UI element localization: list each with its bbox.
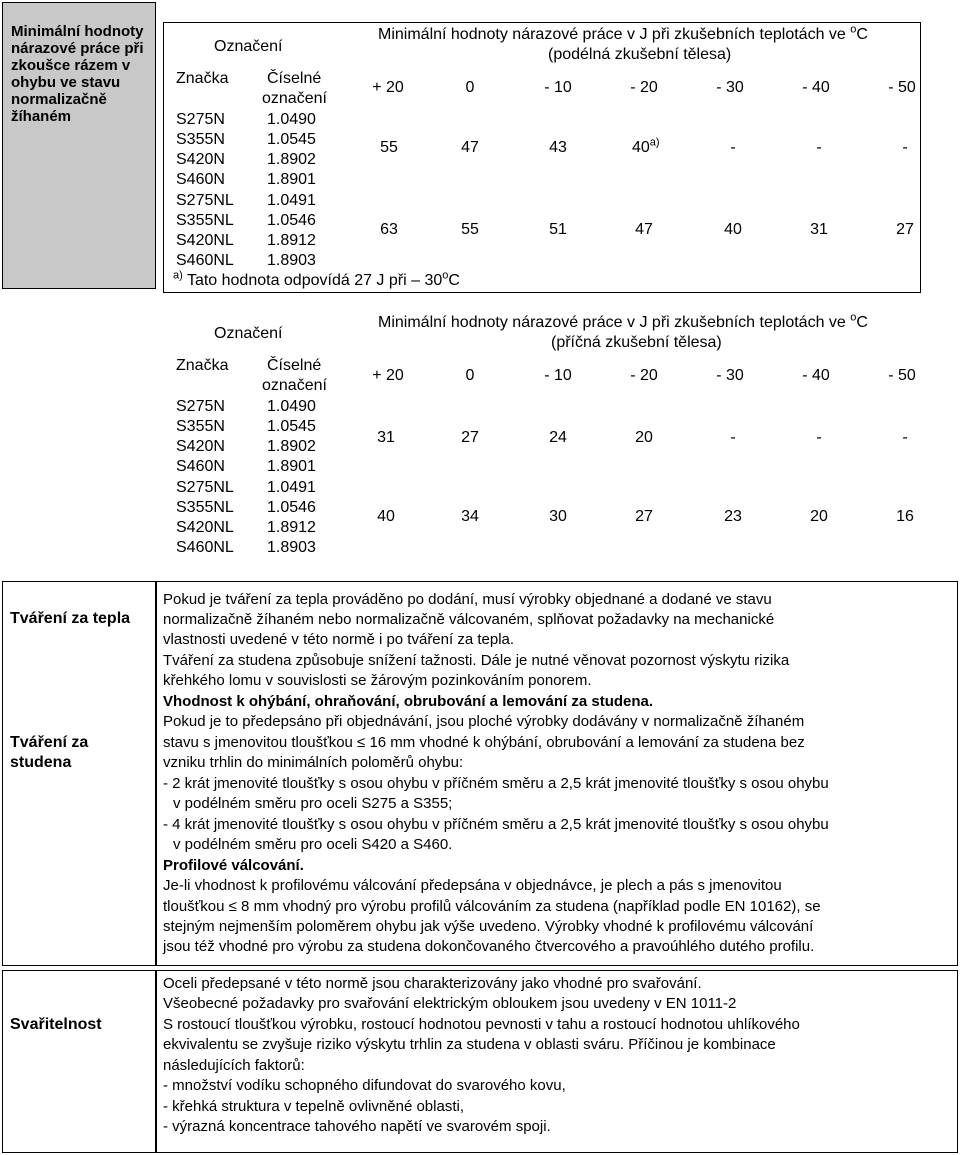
cold-heading-bending: Vhodnost k ohýbání, ohraňování, obrubování a lemování za studena.	[163, 693, 654, 710]
grade-n-b4: S460N	[176, 458, 225, 475]
hot-line-3: vlastnosti uvedené v této normě i po tváření za tepla.	[163, 631, 515, 648]
num-nl-b4: 1.8903	[267, 539, 316, 556]
weld-line-2: Všeobecné požadavky pro svařování elektrickým obloukem jsou uvedeny v EN 1011-2	[163, 995, 737, 1012]
footnote-mark: a)	[173, 269, 183, 282]
grade-nl-2: S355NL	[176, 212, 234, 229]
cold-line-1: Tváření za studena způsobuje snížení tažnosti. Dále je nutné věnovat pozornost výskytu rizika	[163, 652, 790, 669]
temp-bottom-5: - 30	[716, 367, 744, 384]
bottom-nl-val-2: 34	[461, 508, 479, 525]
cold-line2-7: v podélném směru pro oceli S420 a S460.	[173, 836, 453, 853]
grade-n-b1: S275N	[176, 398, 225, 415]
hot-forming-label: Tváření za tepla	[10, 610, 131, 627]
grade-header: Značka	[176, 70, 229, 87]
footnote-temp: 30	[424, 272, 443, 289]
bottom-title-text: Minimální hodnoty nárazové práce v J při zkušebních teplotách ve	[378, 314, 846, 331]
top-nl-val-7: 27	[896, 221, 914, 238]
weld-label-cell	[2, 970, 156, 1153]
impact-side-cell	[2, 2, 156, 289]
num-n-3: 1.8902	[267, 151, 316, 168]
degree-mark: o	[850, 23, 857, 36]
grade-n-4: S460N	[176, 171, 225, 188]
cold-line3-2: tloušťkou ≤ 8 mm vhodný pro výrobu profilů válcováním za studena (například podle EN 10162), se	[163, 898, 821, 915]
top-n-val-2: 47	[461, 139, 479, 156]
top-nl-val-3: 51	[549, 221, 567, 238]
grade-nl-b2: S355NL	[176, 499, 234, 516]
cold-line3-1: Je-li vhodnost k profilovému válcování předepsána v objednávce, je plech a pás s jmenovitou	[163, 877, 782, 894]
temp-bottom-2: 0	[465, 367, 475, 384]
temp-top-3: - 10	[544, 79, 572, 96]
top-n-val-5: -	[730, 139, 736, 156]
hot-line-2: normalizačně žíhaném nebo normalizačně válcovaném, splňovat požadavky na mechanické	[163, 611, 775, 628]
grade-n-b2: S355N	[176, 418, 225, 435]
number-header-2-line1: Číselné	[267, 357, 322, 374]
num-nl-b2: 1.0546	[267, 499, 316, 516]
bottom-n-val-3: 24	[549, 429, 567, 446]
top-table-subtitle: (podélná zkušební tělesa)	[548, 46, 732, 63]
bottom-n-val-5: -	[730, 429, 736, 446]
number-header-line2: označení	[262, 90, 327, 107]
num-nl-b3: 1.8912	[267, 519, 316, 536]
grade-nl-b3: S420NL	[176, 519, 234, 536]
temp-bottom-7: - 50	[888, 367, 916, 384]
footnote-deg: o	[442, 269, 449, 282]
top-nl-val-4: 47	[635, 221, 653, 238]
top-title-text: Minimální hodnoty nárazové práce v J při zkušebních teplotách ve	[378, 26, 846, 43]
grade-n-1: S275N	[176, 111, 225, 128]
weld-line-3: S rostoucí tloušťkou výrobku, rostoucí hodnotou pevnosti v tahu a rostoucí hodnotou uhlíkového	[163, 1016, 800, 1033]
grade-n-3: S420N	[176, 151, 225, 168]
top-n-val-7: -	[902, 139, 908, 156]
cold-heading-profile: Profilové válcování.	[163, 857, 304, 874]
top-n-val-4-num: 40	[632, 139, 650, 156]
temp-top-7: - 50	[888, 79, 916, 96]
cold-line2-5: v podélném směru pro oceli S275 a S355;	[173, 795, 453, 812]
temp-bottom-1: + 20	[372, 367, 404, 384]
temp-bottom-3: - 10	[544, 367, 572, 384]
bottom-n-val-1: 31	[377, 429, 395, 446]
grade-n-2: S355N	[176, 131, 225, 148]
footnote-dash: –	[411, 272, 421, 289]
grade-header-2: Značka	[176, 357, 229, 374]
num-n-2: 1.0545	[267, 131, 316, 148]
footnote	[173, 271, 460, 290]
num-n-1: 1.0490	[267, 111, 316, 128]
bottom-nl-val-7: 16	[896, 508, 914, 525]
bottom-n-val-6: -	[816, 429, 822, 446]
forming-label-cell	[2, 581, 156, 966]
grade-nl-b4: S460NL	[176, 539, 234, 556]
bottom-n-val-2: 27	[461, 429, 479, 446]
temp-top-4: - 20	[630, 79, 658, 96]
num-nl-b1: 1.0491	[267, 479, 316, 496]
num-n-b4: 1.8901	[267, 458, 316, 475]
temp-top-1: + 20	[372, 79, 404, 96]
weld-line-6: - množství vodíku schopného difundovat do svarového kovu,	[163, 1077, 566, 1094]
cold-line2-6: - 4 krát jmenovité tloušťky s osou ohybu v příčném směru a 2,5 krát jmenovité tloušťky s osou ohybu	[163, 816, 829, 833]
hot-line-1: Pokud je tváření za tepla prováděno po dodání, musí výrobky objednané a dodané ve stavu	[163, 591, 772, 608]
cold-line3-3: stejným nejmenším poloměrem ohybu jak výše uvedeno. Výrobky vhodné k profilovému válcování	[163, 918, 814, 935]
bottom-nl-val-5: 23	[724, 508, 742, 525]
cold-line2-1: Pokud je to předepsáno při objednávání, jsou ploché výrobky dodávány v normalizačně žíhaném	[163, 713, 805, 730]
weld-line-1: Oceli předepsané v této normě jsou charakterizovány jako vhodné pro svařování.	[163, 975, 702, 992]
top-n-val-3: 43	[549, 139, 567, 156]
weldability-label: Svařitelnost	[10, 1016, 102, 1033]
cold-line-2: křehkého lomu v souvislosti se žárovým pozinkováním ponorem.	[163, 672, 592, 689]
footnote-text: Tato hodnota odpovídá 27 J při	[186, 272, 407, 289]
bottom-nl-val-6: 20	[810, 508, 828, 525]
designation-header-2: Označení	[214, 325, 283, 342]
num-n-b3: 1.8902	[267, 438, 316, 455]
temp-bottom-4: - 20	[630, 367, 658, 384]
num-nl-1: 1.0491	[267, 192, 316, 209]
weld-line-5: následujících faktorů:	[163, 1057, 305, 1074]
top-nl-val-2: 55	[461, 221, 479, 238]
grade-nl-b1: S275NL	[176, 479, 234, 496]
degree-mark-2: o	[850, 311, 857, 324]
num-n-4: 1.8901	[267, 171, 316, 188]
number-header-2-line2: označení	[262, 377, 327, 394]
top-n-note-mark: a)	[649, 136, 660, 149]
temp-top-2: 0	[465, 79, 475, 96]
weld-line-8: - výrazná koncentrace tahového napětí ve svarovém spoji.	[163, 1118, 551, 1135]
num-nl-4: 1.8903	[267, 252, 316, 269]
top-nl-val-1: 63	[380, 221, 398, 238]
bottom-nl-val-4: 27	[635, 508, 653, 525]
cold-line2-3: vzniku trhlin do minimálních poloměrů ohybu:	[163, 754, 464, 771]
top-n-val-1: 55	[380, 139, 398, 156]
top-nl-val-5: 40	[724, 221, 742, 238]
cold-line2-2: stavu s jmenovitou tloušťkou ≤ 16 mm vhodné k ohýbání, obrubování a lemování za studena bez	[163, 734, 805, 751]
grade-nl-4: S460NL	[176, 252, 234, 269]
cold-line3-4: jsou též vhodné pro výrobu za studena dokončovaného čtvercového a pravoúhlého dutého profilu.	[163, 938, 815, 955]
bottom-n-val-4: 20	[635, 429, 653, 446]
num-n-b1: 1.0490	[267, 398, 316, 415]
bottom-nl-val-1: 40	[377, 508, 395, 525]
top-table-title	[378, 25, 868, 44]
grade-nl-1: S275NL	[176, 192, 234, 209]
footnote-unit: C	[448, 272, 460, 289]
num-nl-2: 1.0546	[267, 212, 316, 229]
temp-bottom-6: - 40	[802, 367, 830, 384]
weld-line-7: - křehká struktura v tepelně ovlivněné oblasti,	[163, 1098, 464, 1115]
num-n-b2: 1.0545	[267, 418, 316, 435]
bottom-table-title	[378, 313, 868, 332]
grade-nl-3: S420NL	[176, 232, 234, 249]
temp-top-6: - 40	[802, 79, 830, 96]
top-n-val-6: -	[816, 139, 822, 156]
weld-line-4: ekvivalentu se zvyšuje riziko výskytu trhlin za studena v oblasti sváru. Příčinou je kombinace	[163, 1036, 776, 1053]
top-n-val-4	[632, 138, 660, 157]
top-nl-val-6: 31	[810, 221, 828, 238]
cold-forming-label: Tváření za studena	[10, 734, 89, 771]
bottom-title-unit: C	[856, 314, 868, 331]
bottom-table-subtitle: (příčná zkušební tělesa)	[551, 334, 722, 351]
num-nl-3: 1.8912	[267, 232, 316, 249]
designation-header: Označení	[214, 38, 283, 55]
number-header-line1: Číselné	[267, 70, 322, 87]
cold-line2-4: - 2 krát jmenovité tloušťky s osou ohybu v příčném směru a 2,5 krát jmenovité tloušťky s osou ohybu	[163, 775, 829, 792]
temp-top-5: - 30	[716, 79, 744, 96]
grade-n-b3: S420N	[176, 438, 225, 455]
impact-side-label: Minimální hodnoty nárazové práce při zkoušce rázem v ohybu ve stavu normalizačně žíhaném	[11, 23, 144, 125]
bottom-n-val-7: -	[902, 429, 908, 446]
top-title-unit: C	[856, 26, 868, 43]
bottom-nl-val-3: 30	[549, 508, 567, 525]
